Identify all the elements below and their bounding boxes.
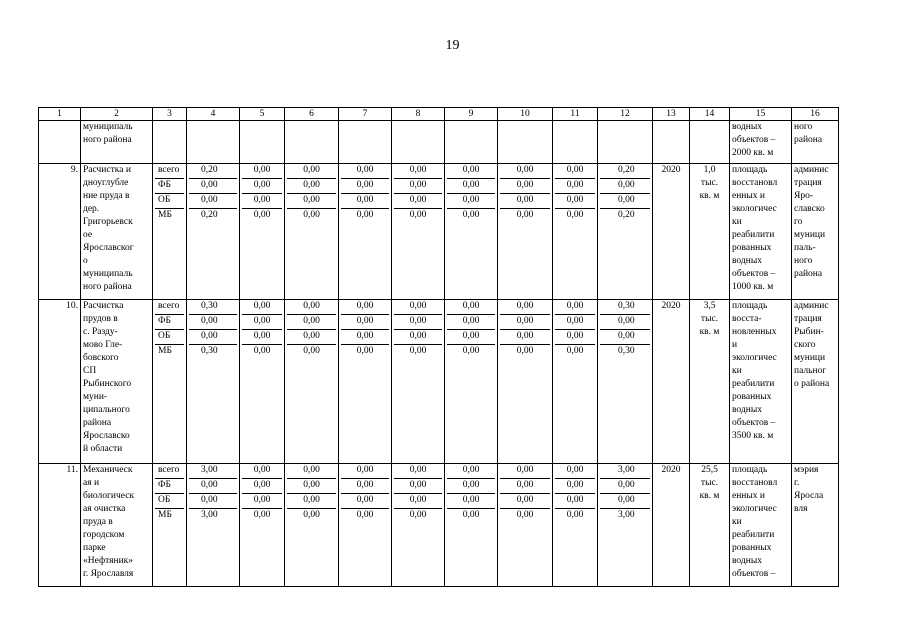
column-header-5: 5 — [240, 108, 285, 121]
amount-value: 0,30 — [189, 300, 237, 315]
cont-cell-5 — [240, 121, 285, 164]
amount-value: 0,00 — [341, 330, 389, 345]
cont-cell-3 — [153, 121, 187, 164]
amount-value: 0,00 — [566, 346, 584, 356]
amount-value: 0,00 — [341, 315, 389, 330]
amount-cell-col-5 — [240, 300, 285, 464]
amount-cell-col-4 — [187, 464, 240, 587]
amount-value: 0,00 — [555, 300, 595, 315]
amount-value: 0,30 — [600, 300, 650, 315]
amount-value: 0,20 — [189, 164, 237, 179]
amount-value: 0,00 — [287, 315, 336, 330]
amount-value: 0,00 — [394, 179, 442, 194]
amount-value: 0,20 — [600, 164, 650, 179]
amount-value: 0,00 — [242, 179, 282, 194]
cont-cell-11 — [553, 121, 598, 164]
amount-value: 0,00 — [303, 210, 320, 220]
amount-cell-col-7 — [339, 464, 392, 587]
year-cell: 2020 — [653, 164, 690, 300]
amount-value: 0,00 — [303, 346, 320, 356]
cont-cell-8 — [392, 121, 445, 164]
funding-source: ОБ — [155, 194, 184, 209]
amount-value: 0,00 — [500, 494, 550, 509]
indicator-cell: площадь восстановл енных и экологичес ки реабилити рованных водных объектов – — [730, 464, 792, 587]
amount-value: 3,00 — [201, 510, 218, 520]
amount-value: 0,00 — [253, 346, 271, 356]
funding-source: МБ — [158, 210, 172, 220]
amount-value: 0,00 — [600, 179, 650, 194]
amount-value: 0,00 — [287, 300, 336, 315]
amount-value: 3,00 — [189, 464, 237, 479]
amount-value: 0,00 — [394, 194, 442, 209]
cont-cell-6 — [285, 121, 339, 164]
amount-value: 0,20 — [201, 210, 218, 220]
amount-value: 0,00 — [566, 210, 584, 220]
measure-name: Расчистка и дноуглубле ние пруда в дер. Григорьевск ое Ярославског о муниципаль ного района — [81, 164, 153, 300]
amount-value: 3,00 — [600, 464, 650, 479]
volume-cell: 25,5 тыс. кв. м — [690, 464, 730, 587]
amount-value: 0,00 — [242, 315, 282, 330]
amount-value: 0,00 — [253, 210, 271, 220]
amount-value: 0,00 — [189, 179, 237, 194]
amount-value: 0,00 — [516, 210, 534, 220]
funding-source: всего — [155, 464, 184, 479]
column-header-6: 6 — [285, 108, 339, 121]
amount-value: 0,00 — [394, 315, 442, 330]
amount-value: 0,00 — [242, 330, 282, 345]
amount-value: 0,00 — [341, 194, 389, 209]
amount-cell-col-7 — [339, 300, 392, 464]
amount-value: 0,00 — [566, 510, 584, 520]
amount-value: 0,00 — [500, 315, 550, 330]
column-header-11: 11 — [553, 108, 598, 121]
amount-cell-col-4 — [187, 300, 240, 464]
amount-cell-col-7 — [339, 164, 392, 300]
amount-value: 0,00 — [500, 479, 550, 494]
cont-cell-9 — [445, 121, 498, 164]
funding-source: ОБ — [155, 494, 184, 509]
amount-value: 0,00 — [189, 494, 237, 509]
amount-value: 0,00 — [600, 330, 650, 345]
amount-value: 0,00 — [447, 179, 495, 194]
amount-value: 0,00 — [409, 346, 427, 356]
amount-cell-col-11 — [553, 164, 598, 300]
amount-cell-col-4 — [187, 164, 240, 300]
volume-cell: 1,0 тыс. кв. м — [690, 164, 730, 300]
measure-name: Расчистка прудов в с. Разду- мово Гле- бовского СП Рыбинского муни- ципального района Ярославско й области — [81, 300, 153, 464]
amount-value: 0,00 — [394, 300, 442, 315]
amount-value: 0,00 — [447, 300, 495, 315]
amount-value: 0,00 — [189, 315, 237, 330]
amount-value: 0,00 — [447, 315, 495, 330]
amount-value: 0,00 — [500, 164, 550, 179]
amount-value: 0,00 — [356, 346, 374, 356]
amount-cell-col-10 — [498, 300, 553, 464]
column-header-4: 4 — [187, 108, 240, 121]
amount-value: 0,00 — [341, 464, 389, 479]
column-header-15: 15 — [730, 108, 792, 121]
cont-cell-13 — [653, 121, 690, 164]
amount-value: 0,00 — [394, 464, 442, 479]
amount-value: 3,00 — [618, 510, 635, 520]
amount-value: 0,00 — [500, 464, 550, 479]
table-row — [39, 464, 839, 587]
amount-cell-col-9 — [445, 300, 498, 464]
amount-value: 0,00 — [394, 164, 442, 179]
cont-name-cell: муниципаль ного района — [81, 121, 153, 164]
amount-value: 0,20 — [618, 210, 635, 220]
amount-value: 0,00 — [394, 330, 442, 345]
table-row — [39, 164, 839, 300]
amount-value: 0,00 — [189, 479, 237, 494]
amount-value: 0,00 — [287, 330, 336, 345]
budget-table — [38, 107, 839, 587]
amount-value: 0,00 — [253, 510, 271, 520]
amount-value: 0,00 — [242, 494, 282, 509]
indicator-cell: площадь восста- новленных и экологичес ки реабилити рованных водных объектов – 3500 кв. м — [730, 300, 792, 464]
amount-cell-col-10 — [498, 464, 553, 587]
amount-cell-col-11 — [553, 464, 598, 587]
amount-value: 0,00 — [462, 510, 480, 520]
table-row-continuation — [39, 121, 839, 164]
column-header-16: 16 — [792, 108, 839, 121]
row-number: 11. — [39, 464, 81, 587]
amount-value: 0,30 — [618, 346, 635, 356]
column-header-2: 2 — [81, 108, 153, 121]
amount-value: 0,00 — [287, 464, 336, 479]
amount-value: 0,00 — [356, 510, 374, 520]
column-header-12: 12 — [598, 108, 653, 121]
amount-value: 0,00 — [189, 330, 237, 345]
column-header-14: 14 — [690, 108, 730, 121]
column-header-10: 10 — [498, 108, 553, 121]
amount-value: 0,00 — [341, 300, 389, 315]
cont-cell-7 — [339, 121, 392, 164]
cont-cell-12 — [598, 121, 653, 164]
amount-value: 0,00 — [555, 479, 595, 494]
amount-cell-col-11 — [553, 300, 598, 464]
amount-value: 0,00 — [242, 194, 282, 209]
column-header-7: 7 — [339, 108, 392, 121]
amount-value: 0,00 — [555, 464, 595, 479]
cont-cell-10 — [498, 121, 553, 164]
amount-cell-col-12 — [598, 464, 653, 587]
amount-value: 0,00 — [394, 479, 442, 494]
funding-source: всего — [155, 300, 184, 315]
amount-value: 0,00 — [242, 479, 282, 494]
amount-value: 0,00 — [341, 494, 389, 509]
amount-value: 0,00 — [409, 510, 427, 520]
amount-value: 0,00 — [341, 164, 389, 179]
funding-source: ФБ — [155, 179, 184, 194]
amount-value: 0,00 — [500, 330, 550, 345]
amount-value: 0,00 — [600, 494, 650, 509]
cont-cell-14 — [690, 121, 730, 164]
amount-value: 0,00 — [341, 179, 389, 194]
row-number: 10. — [39, 300, 81, 464]
amount-value: 0,00 — [287, 194, 336, 209]
amount-cell-col-6 — [285, 464, 339, 587]
amount-value: 0,30 — [201, 346, 218, 356]
indicator-cell: площадь восстановл енных и экологичес ки реабилити рованных водных объектов – 1000 кв. м — [730, 164, 792, 300]
amount-value: 0,00 — [409, 210, 427, 220]
amount-cell-col-12 — [598, 164, 653, 300]
amount-value: 0,00 — [462, 346, 480, 356]
amount-cell-col-12 — [598, 300, 653, 464]
amount-value: 0,00 — [242, 164, 282, 179]
funding-source: МБ — [158, 510, 172, 520]
year-cell: 2020 — [653, 300, 690, 464]
amount-value: 0,00 — [500, 194, 550, 209]
executor-cell: админис трация Рыбин- ского муници пальног о района — [792, 300, 839, 464]
amount-cell-col-8 — [392, 300, 445, 464]
amount-cell-col-5 — [240, 164, 285, 300]
row-number: 9. — [39, 164, 81, 300]
funding-source: ОБ — [155, 330, 184, 345]
funding-source-cell — [153, 464, 187, 587]
amount-value: 0,00 — [356, 210, 374, 220]
cont-cell-4 — [187, 121, 240, 164]
amount-value: 0,00 — [555, 315, 595, 330]
cont-cell-1 — [39, 121, 81, 164]
amount-value: 0,00 — [447, 494, 495, 509]
amount-value: 0,00 — [242, 464, 282, 479]
amount-cell-col-9 — [445, 164, 498, 300]
cont-indicator-cell: водных объектов – 2000 кв. м — [730, 121, 792, 164]
amount-value: 0,00 — [341, 479, 389, 494]
amount-value: 0,00 — [555, 179, 595, 194]
table-row — [39, 300, 839, 464]
amount-cell-col-10 — [498, 164, 553, 300]
column-header-3: 3 — [153, 108, 187, 121]
amount-value: 0,00 — [500, 179, 550, 194]
column-header-9: 9 — [445, 108, 498, 121]
column-header-1: 1 — [39, 108, 81, 121]
amount-value: 0,00 — [555, 164, 595, 179]
funding-source-cell — [153, 300, 187, 464]
amount-value: 0,00 — [287, 179, 336, 194]
amount-value: 0,00 — [600, 315, 650, 330]
amount-value: 0,00 — [516, 510, 534, 520]
column-number-header — [39, 108, 839, 121]
measure-name: Механическ ая и биологическ ая очистка пруда в городском парке «Нефтяник» г. Ярославля — [81, 464, 153, 587]
amount-value: 0,00 — [600, 194, 650, 209]
amount-value: 0,00 — [287, 479, 336, 494]
volume-cell: 3,5 тыс. кв. м — [690, 300, 730, 464]
amount-value: 0,00 — [447, 464, 495, 479]
funding-source-cell — [153, 164, 187, 300]
amount-value: 0,00 — [555, 330, 595, 345]
amount-value: 0,00 — [189, 194, 237, 209]
funding-source: всего — [155, 164, 184, 179]
amount-value: 0,00 — [447, 164, 495, 179]
amount-value: 0,00 — [462, 210, 480, 220]
amount-value: 0,00 — [447, 194, 495, 209]
amount-cell-col-6 — [285, 164, 339, 300]
funding-source: ФБ — [155, 315, 184, 330]
funding-source: ФБ — [155, 479, 184, 494]
amount-value: 0,00 — [394, 494, 442, 509]
amount-cell-col-8 — [392, 164, 445, 300]
amount-value: 0,00 — [447, 330, 495, 345]
executor-cell: админис трация Яро- славско го муници паль- ного района — [792, 164, 839, 300]
amount-cell-col-6 — [285, 300, 339, 464]
column-header-8: 8 — [392, 108, 445, 121]
funding-source: МБ — [158, 346, 172, 356]
executor-cell: мэрия г. Яросла вля — [792, 464, 839, 587]
amount-value: 0,00 — [287, 494, 336, 509]
year-cell: 2020 — [653, 464, 690, 587]
amount-cell-col-8 — [392, 464, 445, 587]
amount-value: 0,00 — [600, 479, 650, 494]
amount-value: 0,00 — [555, 194, 595, 209]
page-number: 19 — [445, 38, 460, 53]
amount-cell-col-5 — [240, 464, 285, 587]
amount-value: 0,00 — [555, 494, 595, 509]
amount-value: 0,00 — [516, 346, 534, 356]
amount-value: 0,00 — [303, 510, 320, 520]
amount-value: 0,00 — [287, 164, 336, 179]
amount-cell-col-9 — [445, 464, 498, 587]
amount-value: 0,00 — [447, 479, 495, 494]
cont-executor-cell: ного района — [792, 121, 839, 164]
amount-value: 0,00 — [242, 300, 282, 315]
column-header-13: 13 — [653, 108, 690, 121]
amount-value: 0,00 — [500, 300, 550, 315]
